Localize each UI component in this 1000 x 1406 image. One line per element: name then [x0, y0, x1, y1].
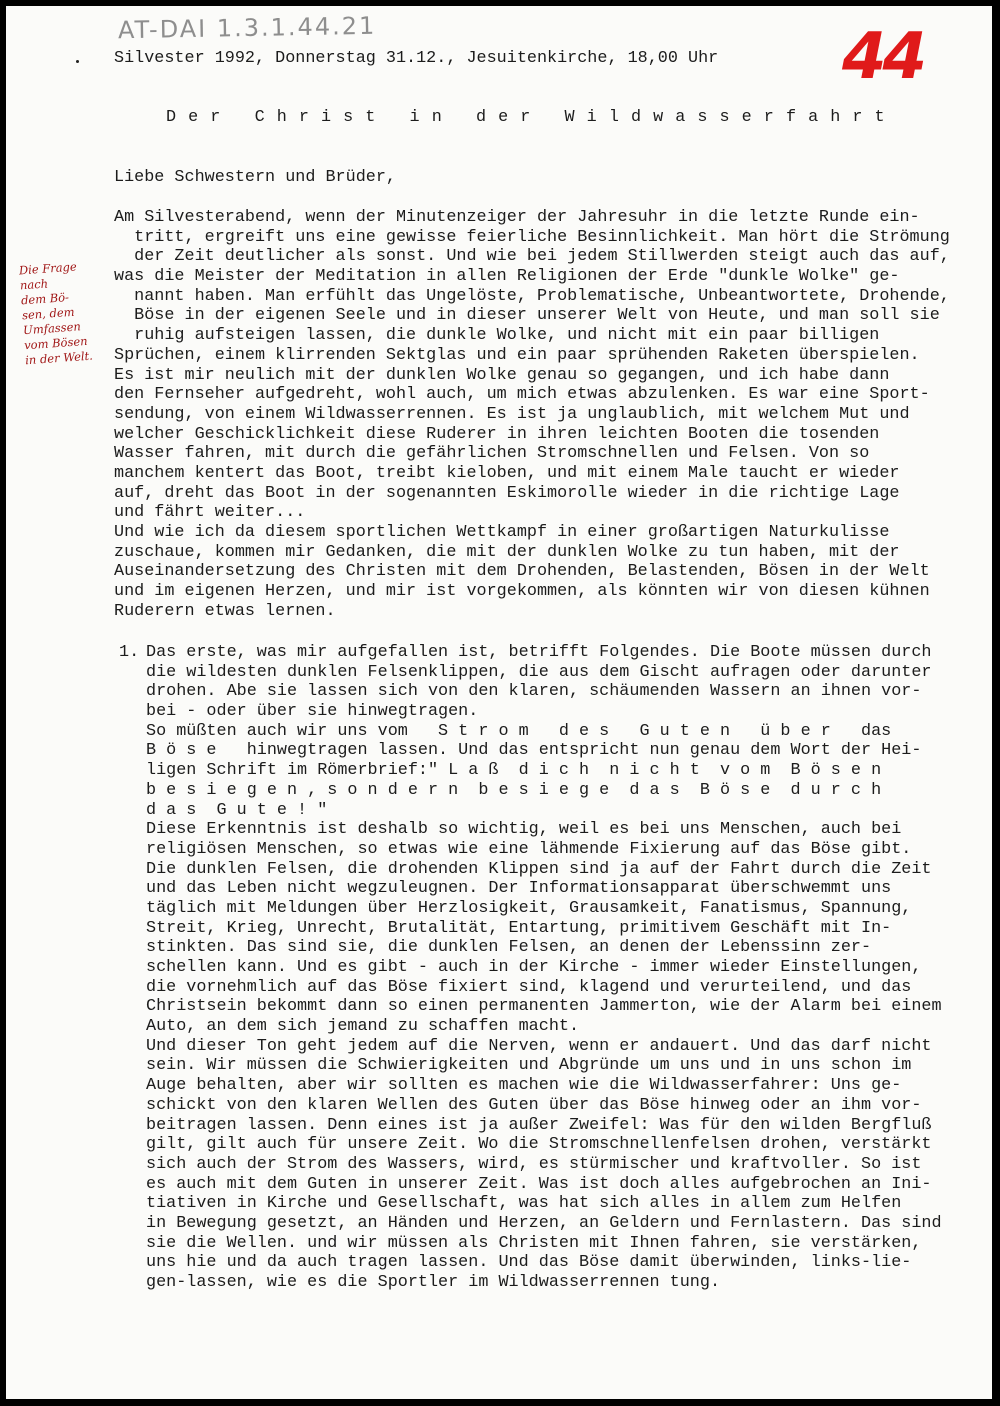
text-line: der Zeit deutlicher als sonst. Und wie bei jedem Stillwerden steigt auch das auf, — [114, 247, 950, 267]
text-line: Wasser fahren, mit durch die gefährlichen Stromschnellen und Felsen. Von so — [114, 444, 870, 464]
text-line: was die Meister der Meditation in allen Religionen der Erde "dunkle Wolke" ge- — [114, 267, 900, 287]
text-line: Auto, an dem sich jemand zu schaffen macht. — [146, 1017, 580, 1037]
text-line: beitragen lassen. Denn eines ist ja außer Zweifel: Was für den wilden Bergfluß — [146, 1115, 932, 1135]
text-line: Streit, Krieg, Unrecht, Brutalität, Entartung, primitivem Geschäft mit In- — [146, 918, 892, 938]
text-line: und im eigenen Herzen, und mir ist vorgekommen, als könnten wir von diesen kühnen — [114, 582, 930, 602]
page-number: 44 — [842, 20, 924, 94]
text-line: stinkten. Das sind sie, die dunklen Felsen, an denen der Lebenssinn zer- — [146, 938, 872, 958]
archive-reference: AT-DAI 1.3.1.44.21 — [117, 11, 377, 45]
margin-note-line: in der Welt. — [24, 348, 94, 368]
text-line: Christsein bekommt dann so einen permanenten Jammerton, wie der Alarm bei einem — [146, 997, 942, 1017]
text-line: sie die Wellen. und wir müssen als Christen mit Ihnen fahren, sie verstärken, — [146, 1233, 922, 1253]
intro-paragraph — [114, 208, 950, 621]
text-line: und fährt weiter... — [114, 503, 306, 523]
margin-note-line: vom Bösen — [23, 333, 88, 353]
text-line: Ruderern etwas lernen. — [114, 601, 336, 621]
text-line: nannt haben. Man erfühlt das Ungelöste, Problematische, Unbeantwortete, Drohende, — [114, 286, 950, 306]
text-line: manchem kentert das Boot, treibt kieloben, und mit einem Male taucht er wieder — [114, 463, 900, 483]
text-line: Und dieser Ton geht jedem auf die Nerven, wenn er andauert. Und das darf nicht — [146, 1036, 932, 1056]
margin-note-line: nach — [19, 276, 49, 293]
text-line: Es ist mir neulich mit der dunklen Wolke genau so gegangen, und ich habe dann — [114, 365, 890, 385]
text-line: sein. Wir müssen die Schwierigkeiten und Abgründe um uns und in uns schon im — [146, 1056, 912, 1076]
text-line: die vornehmlich auf das Böse fixiert sind, klagend und verurteilend, und das — [146, 977, 912, 997]
document-page — [6, 6, 992, 1399]
document-title: D e r C h r i s t i n d e r W i l d w a s s e r f a h r t — [166, 108, 886, 127]
text-line: Am Silvesterabend, wenn der Minutenzeiger der Jahresuhr in die letzte Runde ein- — [114, 208, 920, 227]
text-line: Sprüchen, einem klirrenden Sektglas und ein paar sprühenden Raketen überspielen. — [114, 345, 920, 365]
salutation: Liebe Schwestern und Brüder, — [114, 168, 396, 187]
text-line: b e s i e g e n , s o n d e r n b e s i e g e d a s B ö s e d u r c h — [146, 780, 882, 800]
text-line: gilt, gilt auch für unsere Zeit. Wo die Stromschnellenfelsen drohen, verstärkt — [146, 1135, 932, 1155]
text-line: So müßten auch wir uns vom S t r o m d e s G u t e n ü b e r das — [146, 721, 892, 741]
text-line: religiösen Menschen, so etwas wie eine lähmende Fixierung auf das Böse gibt. — [146, 839, 912, 859]
text-line: Auge behalten, aber wir sollten es machen wie die Wildwasserfahrer: Uns ge- — [146, 1076, 902, 1096]
text-line: zuschaue, kommen mir Gedanken, die mit der dunklen Wolke zu tun haben, mit der — [114, 542, 900, 562]
text-line: Und wie ich da diesem sportlichen Wettkampf in einer großartigen Naturkulisse — [114, 523, 890, 542]
margin-note-line: Umfassen — [22, 319, 82, 338]
text-line: Das erste, was mir aufgefallen ist, betrifft Folgendes. Die Boote müssen durch — [146, 643, 932, 662]
text-line: d a s G u t e ! " — [146, 800, 328, 820]
text-line: B ö s e hinwegtragen lassen. Und das entspricht nun genau dem Wort der Hei- — [146, 741, 922, 761]
text-line: uns hie und da auch tragen lassen. Und das Böse damit überwinden, links-lie- — [146, 1253, 912, 1273]
text-line: den Fernseher aufgedreht, wohl auch, um mich etwas abzulenken. Es war eine Sport- — [114, 385, 930, 405]
text-line: ruhig aufsteigen lassen, die dunkle Wolke, und nicht mit ein paar billigen — [114, 326, 880, 346]
text-line: ligen Schrift im Römerbrief:" L a ß d i c h n i c h t v o m B ö s e n — [146, 761, 882, 781]
text-line: gen-lassen, wie es die Sportler im Wildwasserrennen tung. — [146, 1273, 721, 1292]
margin-note-line: sen, dem — [21, 304, 75, 323]
header-line: Silvester 1992, Donnerstag 31.12., Jesuitenkirche, 18,00 Uhr — [114, 49, 719, 68]
list-item-number: 1. — [119, 643, 140, 662]
text-line: in Bewegung gesetzt, an Händen und Herzen, an Geldern und Fernlastern. Das sind — [146, 1213, 942, 1233]
text-line: Diese Erkenntnis ist deshalb so wichtig, weil es bei uns Menschen, auch bei — [146, 820, 902, 840]
text-line: es auch mit dem Guten in unserer Zeit. Was ist doch alles aufgebrochen an Ini- — [146, 1174, 932, 1194]
text-line: täglich mit Meldungen über Herzlosigkeit, Grausamkeit, Fanatismus, Spannung, — [146, 898, 912, 918]
text-line: sendung, von einem Wildwasserrennen. Es ist ja unglaublich, mit welchem Mut und — [114, 404, 910, 424]
text-line: die wildesten dunklen Felsenklippen, die aus dem Gischt aufragen oder darunter — [146, 662, 932, 682]
text-line: drohen. Abe sie lassen sich von den klaren, schäumenden Wassern an ihnen vor- — [146, 682, 922, 702]
text-line: schickt von den klaren Wellen des Guten über das Böse hinweg oder an ihm vor- — [146, 1095, 922, 1115]
text-line: Die dunklen Felsen, die drohenden Klippen sind ja auf der Fahrt durch die Zeit — [146, 859, 932, 879]
handwritten-margin-note — [18, 257, 121, 368]
text-line: Auseinandersetzung des Christen mit dem Drohenden, Belastenden, Bösen in der Welt — [114, 562, 930, 582]
text-line: tiativen in Kirche und Gesellschaft, was hat sich alles in allem zum Helfen — [146, 1194, 902, 1214]
margin-note-line: Die Frage — [18, 259, 78, 278]
text-line: welcher Geschicklichkeit diese Ruderer in ihren leichten Booten die tosenden — [114, 424, 880, 444]
text-line: schellen kann. Und es gibt - auch in der Kirche - immer wieder Einstellungen, — [146, 958, 922, 977]
ink-dot — [76, 60, 79, 63]
margin-note-line: dem Bö- — [20, 290, 70, 308]
text-line: auf, dreht das Boot in der sogenannten Eskimorolle wieder in die richtige Lage — [114, 483, 900, 503]
text-line: sich auch der Strom des Wassers, wird, es stürmischer und kraftvoller. So ist — [146, 1154, 922, 1174]
text-line: bei - oder über sie hinwegtragen. — [146, 702, 479, 722]
text-line: tritt, ergreift uns eine gewisse feierliche Besinnlichkeit. Man hört die Strömung — [114, 227, 950, 247]
text-line: Böse in der eigenen Seele und in dieser unserer Welt von Heute, und man soll sie — [114, 306, 940, 326]
text-line: und das Leben nicht wegzuleugnen. Der Informationsapparat überschwemmt uns — [146, 879, 892, 899]
list-item-body — [146, 643, 942, 1293]
